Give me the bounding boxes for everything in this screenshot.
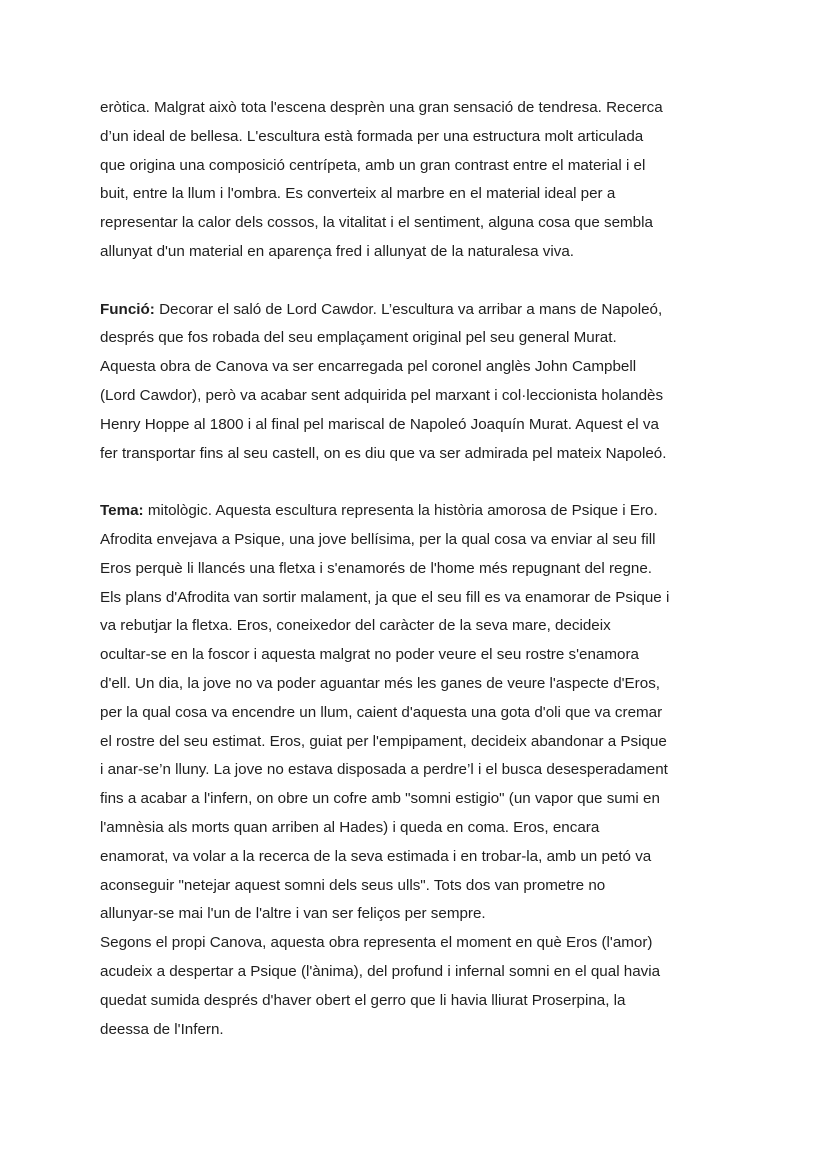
tema-text: mitològic. Aquesta escultura representa la història amorosa de Psique i Ero. — [143, 502, 658, 520]
text-line: que origina una composició centrípeta, amb un gran contrast entre el material i el — [100, 156, 646, 174]
text-line: Henry Hoppe al 1800 i al final pel mariscal de Napoleó Joaquín Murat. Aquest el va — [100, 415, 659, 433]
text-line — [100, 296, 736, 325]
text-line: enamorat, va volar a la recerca de la seva estimada i en trobar-la, amb un petó va — [100, 847, 652, 865]
text-line: d'ell. Un dia, la jove no va poder aguantar més les ganes de veure l'aspecte d'Eros, — [100, 674, 661, 692]
text-line: allunyar-se mai l'un de l'altre i van ser feliços per sempre. — [100, 905, 486, 923]
text-line: després que fos robada del seu emplaçament original pel seu general Murat. — [100, 329, 617, 347]
funcio-text: Decorar el saló de Lord Cawdor. L’escultura va arribar a mans de Napoleó, — [154, 300, 663, 318]
text-line: i anar-se’n lluny. La jove no estava disposada a perdre’l i el busca desesperadament — [100, 761, 668, 779]
text-line: allunyat d'un material en aparença fred i allunyat de la naturalesa viva. — [100, 242, 575, 260]
funcio-paragraph — [100, 296, 736, 469]
document-page — [100, 94, 736, 1044]
tema-paragraph — [100, 497, 736, 929]
intro-paragraph — [100, 94, 736, 267]
text-line: quedat sumida després d'haver obert el gerro que li havia lliurat Proserpina, la — [100, 991, 626, 1009]
text-line — [100, 497, 736, 526]
funcio-label: Funció: — [100, 300, 155, 318]
canova-paragraph — [100, 929, 736, 1044]
text-line: l'amnèsia als morts quan arriben al Hades) i queda en coma. Eros, encara — [100, 818, 600, 836]
text-line: per la qual cosa va encendre un llum, caient d'aquesta una gota d'oli que va cremar — [100, 703, 663, 721]
paragraph-spacer — [100, 267, 736, 296]
tema-label: Tema: — [100, 502, 144, 520]
text-line: aconseguir "netejar aquest somni dels seus ulls". Tots dos van prometre no — [100, 876, 606, 894]
text-line: ocultar-se en la foscor i aquesta malgrat no poder veure el seu rostre s'enamora — [100, 646, 639, 664]
paragraph-spacer — [100, 468, 736, 497]
text-line: Afrodita envejava a Psique, una jove bellísima, per la qual cosa va enviar al seu fill — [100, 530, 656, 548]
text-line: Eros perquè li llancés una fletxa i s'enamorés de l'home més repugnant del regne. — [100, 559, 653, 577]
text-line: Segons el propi Canova, aquesta obra representa el moment en què Eros (l'amor) — [100, 934, 653, 952]
text-line: Els plans d'Afrodita van sortir malament, ja que el seu fill es va enamorar de Psique i — [100, 588, 670, 606]
text-line: fins a acabar a l'infern, on obre un cofre amb "somni estigio" (un vapor que sumi en — [100, 790, 660, 808]
text-line: va rebutjar la fletxa. Eros, coneixedor del caràcter de la seva mare, decideix — [100, 617, 611, 635]
text-line: (Lord Cawdor), però va acabar sent adquirida pel marxant i col·leccionista holandès — [100, 386, 664, 404]
text-line: deessa de l'Infern. — [100, 1020, 224, 1038]
text-line: d’un ideal de bellesa. L'escultura està formada per una estructura molt articulada — [100, 127, 644, 145]
text-line: representar la calor dels cossos, la vitalitat i el sentiment, alguna cosa que sembla — [100, 214, 653, 232]
text-line: el rostre del seu estimat. Eros, guiat per l'empipament, decideix abandonar a Psique — [100, 732, 667, 750]
text-line: acudeix a despertar a Psique (l'ànima), del profund i infernal somni en el qual havia — [100, 962, 661, 980]
text-line: Aquesta obra de Canova va ser encarregada pel coronel anglès John Campbell — [100, 358, 637, 376]
text-line: buit, entre la llum i l'ombra. Es converteix al marbre en el material ideal per a — [100, 185, 616, 203]
text-line: fer transportar fins al seu castell, on es diu que va ser admirada pel mateix Napoleó. — [100, 444, 667, 462]
text-line: eròtica. Malgrat això tota l'escena desprèn una gran sensació de tendresa. Recerca — [100, 99, 663, 116]
